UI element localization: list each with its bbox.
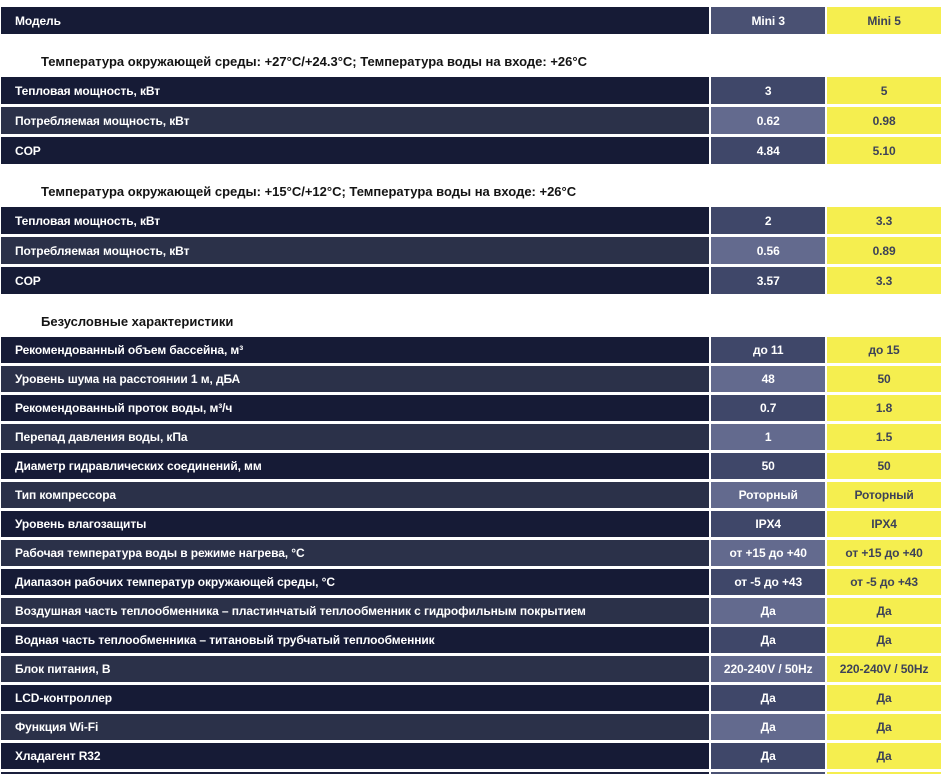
row-label-cell: Диаметр гидравлических соединений, мм (1, 453, 709, 479)
mini5-value-cell: 0.89 (827, 237, 941, 264)
row-label-cell: Воздушная часть теплообменника – пластинчатый теплообменник с гидрофильным покрытием (1, 598, 709, 624)
table-row (1, 207, 941, 234)
row-label-cell: Рекомендованный объем бассейна, м³ (1, 337, 709, 363)
mini3-value-cell: до 11 (711, 337, 825, 363)
mini3-value-cell: 0.62 (711, 107, 825, 134)
row-label-cell: LCD-контроллер (1, 685, 709, 711)
table-row (1, 627, 941, 653)
row-label-cell: Тепловая мощность, кВт (1, 77, 709, 104)
section-table (1, 207, 941, 294)
mini3-value-cell: 2 (711, 207, 825, 234)
mini3-value-cell: Роторный (711, 482, 825, 508)
table-row (1, 743, 941, 769)
row-label-cell: Тепловая мощность, кВт (1, 207, 709, 234)
mini3-value-cell: 48 (711, 366, 825, 392)
table-row (1, 453, 941, 479)
row-label-cell: Уровень влагозащиты (1, 511, 709, 537)
row-label-cell: COP (1, 137, 709, 164)
mini3-value-cell: 0.56 (711, 237, 825, 264)
row-label-cell: COP (1, 267, 709, 294)
table-row (1, 77, 941, 104)
mini5-value-cell: Да (827, 627, 941, 653)
mini5-value-cell: 50 (827, 453, 941, 479)
table-row (1, 685, 941, 711)
mini3-value-cell: 220-240V / 50Hz (711, 656, 825, 682)
row-label-cell: Блок питания, В (1, 656, 709, 682)
table-row (1, 424, 941, 450)
mini5-value-cell: 5 (827, 77, 941, 104)
mini3-value-cell: 4.84 (711, 137, 825, 164)
mini3-value-cell: Да (711, 714, 825, 740)
table-row (1, 237, 941, 264)
table-row (1, 511, 941, 537)
table-row (1, 337, 941, 363)
mini3-value-cell: от -5 до +43 (711, 569, 825, 595)
section-table (1, 77, 941, 164)
row-label-cell: Рабочая температура воды в режиме нагрева, °C (1, 540, 709, 566)
row-label-cell: Тип компрессора (1, 482, 709, 508)
row-label-cell: Уровень шума на расстоянии 1 м, дБА (1, 366, 709, 392)
table-header-row (1, 7, 941, 34)
mini5-value-cell: 3.3 (827, 267, 941, 294)
mini3-value-cell: Да (711, 685, 825, 711)
table-row (1, 107, 941, 134)
mini5-value-cell: Да (827, 598, 941, 624)
section-title: Температура окружающей среды: +27°C/+24.3°C; Температура воды на входе: +26°C (41, 54, 587, 69)
mini5-value-cell: 0.98 (827, 107, 941, 134)
section-title: Температура окружающей среды: +15°C/+12°C; Температура воды на входе: +26°C (41, 184, 577, 199)
mini5-value-cell: 220-240V / 50Hz (827, 656, 941, 682)
table-row (1, 540, 941, 566)
mini5-value-cell: 50 (827, 366, 941, 392)
table-row (1, 656, 941, 682)
mini3-column-header: Mini 3 (711, 7, 825, 34)
mini5-column-header: Mini 5 (827, 7, 941, 34)
table-row (1, 267, 941, 294)
row-label-cell: Водная часть теплообменника – титановый трубчатый теплообменник (1, 627, 709, 653)
mini3-value-cell: 50 (711, 453, 825, 479)
row-label-cell: Рекомендованный проток воды, м³/ч (1, 395, 709, 421)
mini5-value-cell: 5.10 (827, 137, 941, 164)
section-title: Безусловные характеристики (41, 314, 234, 329)
mini3-value-cell: 1 (711, 424, 825, 450)
mini3-value-cell: 3.57 (711, 267, 825, 294)
mini3-value-cell: Да (711, 743, 825, 769)
sections-container (1, 55, 941, 769)
mini3-value-cell: 3 (711, 77, 825, 104)
row-label-cell: Потребляемая мощность, кВт (1, 237, 709, 264)
mini3-value-cell: IPX4 (711, 511, 825, 537)
mini3-value-cell: Да (711, 627, 825, 653)
row-label-cell: Функция Wi-Fi (1, 714, 709, 740)
table-row (1, 395, 941, 421)
mini5-value-cell: от +15 до +40 (827, 540, 941, 566)
model-header-cell: Модель (1, 7, 709, 34)
mini5-value-cell: 1.5 (827, 424, 941, 450)
table-row (1, 366, 941, 392)
row-label-cell: Хладагент R32 (1, 743, 709, 769)
mini5-value-cell: Да (827, 743, 941, 769)
table-row (1, 598, 941, 624)
row-label-cell: Диапазон рабочих температур окружающей среды, °C (1, 569, 709, 595)
mini5-value-cell: Роторный (827, 482, 941, 508)
mini5-value-cell: 1.8 (827, 395, 941, 421)
section-table (1, 337, 941, 769)
mini5-value-cell: до 15 (827, 337, 941, 363)
table-row (1, 569, 941, 595)
mini5-value-cell: IPX4 (827, 511, 941, 537)
table-row (1, 137, 941, 164)
row-label-cell: Потребляемая мощность, кВт (1, 107, 709, 134)
table-row (1, 714, 941, 740)
mini5-value-cell: 3.3 (827, 207, 941, 234)
mini5-value-cell: Да (827, 714, 941, 740)
mini3-value-cell: 0.7 (711, 395, 825, 421)
mini5-value-cell: Да (827, 685, 941, 711)
mini5-value-cell: от -5 до +43 (827, 569, 941, 595)
table-row (1, 482, 941, 508)
mini3-value-cell: Да (711, 598, 825, 624)
mini3-value-cell: от +15 до +40 (711, 540, 825, 566)
row-label-cell: Перепад давления воды, кПа (1, 424, 709, 450)
